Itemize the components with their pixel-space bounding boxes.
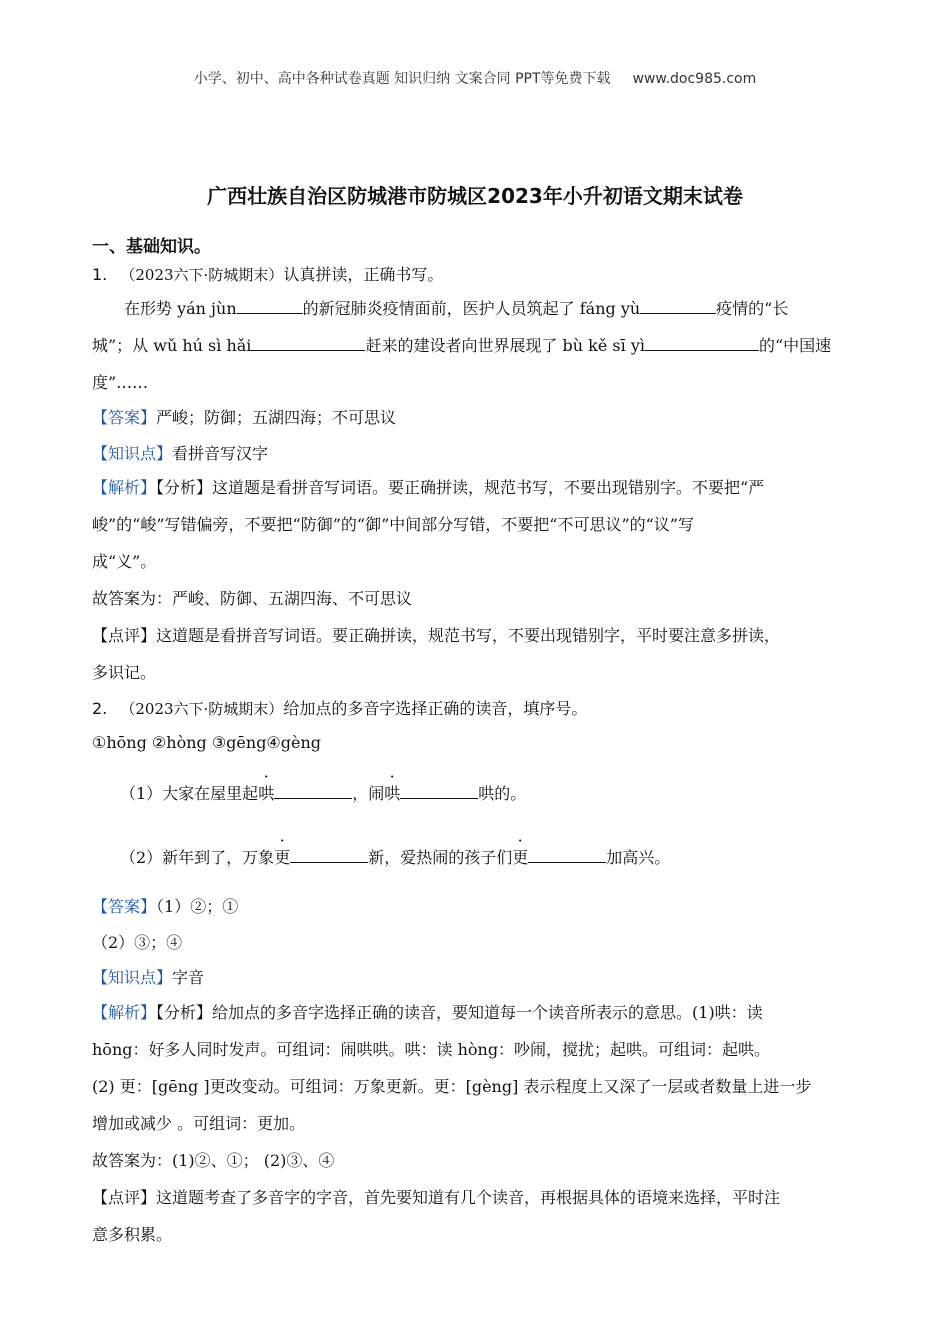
- text-segment: （1）大家在屋里起: [120, 784, 259, 803]
- header-site[interactable]: www.doc985.com: [632, 71, 757, 87]
- analysis-line-2: hōng：好多人同时发声。可组词：闹哄哄。哄：读 hòng：吵闹，搅扰；起哄。可组词：起哄。: [92, 1040, 771, 1059]
- sentence-2: [120, 845, 670, 868]
- text-segment: 赶来的建设者向世界展现了 bù kě sī yì: [365, 336, 645, 355]
- answer-blank[interactable]: [640, 299, 716, 314]
- text-segment: 城”；从 wǔ hú sì hǎi: [92, 336, 252, 355]
- question-prompt: 认真拼读，正确书写。: [283, 265, 444, 284]
- answer-blank[interactable]: [274, 784, 352, 799]
- analysis-line-4: 增加或减少 。可组词：更加。: [92, 1114, 306, 1133]
- header-text: 小学、初中、高中各种试卷真题 知识归纳 文案合同 PPT等免费下载: [193, 71, 611, 87]
- question-source: （2023六下·防城期末）: [120, 700, 284, 718]
- dotted-character: 哄: [258, 784, 275, 803]
- answer-blank[interactable]: [528, 848, 606, 863]
- knowledge-point-row: [92, 965, 204, 988]
- text-segment: 的新冠肺炎疫情面前，医护人员筑起了 fáng yù: [302, 299, 641, 318]
- dotted-character: 更: [512, 848, 529, 867]
- final-answer: 故答案为：(1)②、①； (2)③、④: [92, 1151, 335, 1170]
- answer-text: 严峻；防御；五湖四海；不可思议: [156, 408, 397, 427]
- text-segment: 新，爱热闹的孩子们: [368, 848, 513, 867]
- knowledge-point-row: [92, 441, 268, 464]
- analysis-line-3: 成“义”。: [92, 552, 157, 571]
- comment-line-2: 意多积累。: [92, 1225, 173, 1244]
- analysis-tag: 【解析】: [92, 478, 157, 497]
- answer-blank[interactable]: [645, 336, 759, 351]
- text-segment: 的“中国速: [758, 336, 832, 355]
- analysis-line-1: [92, 475, 764, 498]
- analysis-text: 【分析】给加点的多音字选择正确的读音，要知道每一个读音所表示的意思。(1)哄：读: [156, 1003, 763, 1022]
- dotted-character: 更: [274, 848, 291, 867]
- answer-blank[interactable]: [237, 299, 303, 314]
- question-prompt: 给加点的多音字选择正确的读音，填序号。: [283, 699, 588, 718]
- text-segment: 在形势 yán jùn: [124, 299, 237, 318]
- text-segment: 疫情的“长: [716, 299, 789, 318]
- answer-blank[interactable]: [290, 848, 368, 863]
- answer-row: [92, 405, 396, 428]
- text-segment: （2）新年到了，万象: [120, 848, 275, 867]
- knowledge-point-tag: 【知识点】: [92, 968, 173, 987]
- question-1-line-1: [124, 296, 788, 319]
- answer-row: [92, 894, 238, 917]
- answer-text: （1）②；①: [156, 897, 239, 916]
- answer-blank[interactable]: [251, 336, 365, 351]
- knowledge-point-tag: 【知识点】: [92, 444, 173, 463]
- reading-options: ①hōng ②hòng ③gēng④gèng: [92, 733, 322, 752]
- answer-blank[interactable]: [400, 784, 478, 799]
- analysis-line-1: [92, 1000, 763, 1023]
- comment-line-1: 【点评】这道题是看拼音写词语。要正确拼读，规范书写，不要出现错别字，平时要注意多拼读，: [92, 626, 781, 645]
- question-number: 1.: [92, 265, 108, 284]
- analysis-line-2: 峻”的“峻”写错偏旁，不要把“防御”的“御”中间部分写错，不要把“不可思议”的“议”写: [92, 515, 694, 534]
- comment-line-1: 【点评】这道题考查了多音字的字音，首先要知道有几个读音，再根据具体的语境来选择，平时注: [92, 1188, 781, 1207]
- section-heading: 一、基础知识。: [92, 237, 211, 257]
- answer-tag: 【答案】: [92, 897, 157, 916]
- answer-row-2: （2）③；④: [92, 933, 183, 952]
- knowledge-point-text: 看拼音写汉字: [172, 444, 269, 463]
- comment-line-2: 多识记。: [92, 663, 157, 682]
- page-header: [0, 68, 950, 88]
- final-answer: 故答案为：严峻、防御、五湖四海、不可思议: [92, 589, 413, 608]
- question-1-line-3: 度”……: [92, 373, 149, 392]
- question-number: 2.: [92, 699, 108, 718]
- analysis-tag: 【解析】: [92, 1003, 157, 1022]
- sentence-1: [120, 781, 526, 804]
- dotted-character: 哄: [384, 784, 401, 803]
- question-1-heading: [92, 262, 443, 285]
- answer-tag: 【答案】: [92, 408, 157, 427]
- text-segment: ，闹: [352, 784, 385, 803]
- knowledge-point-text: 字音: [172, 968, 205, 987]
- question-source: （2023六下·防城期末）: [120, 266, 284, 284]
- question-2-heading: [92, 696, 587, 719]
- analysis-line-3: (2) 更：[gēng ]更改变动。可组词：万象更新。更：[gèng] 表示程度上又深了一层或者数量上进一步: [92, 1077, 812, 1096]
- text-segment: 加高兴。: [606, 848, 671, 867]
- text-segment: 哄的。: [478, 784, 527, 803]
- exam-title: 广西壮族自治区防城港市防城区2023年小升初语文期末试卷: [207, 184, 743, 208]
- analysis-text: 【分析】这道题是看拼音写词语。要正确拼读，规范书写，不要出现错别字。不要把“严: [156, 478, 765, 497]
- question-1-line-2: [92, 333, 831, 356]
